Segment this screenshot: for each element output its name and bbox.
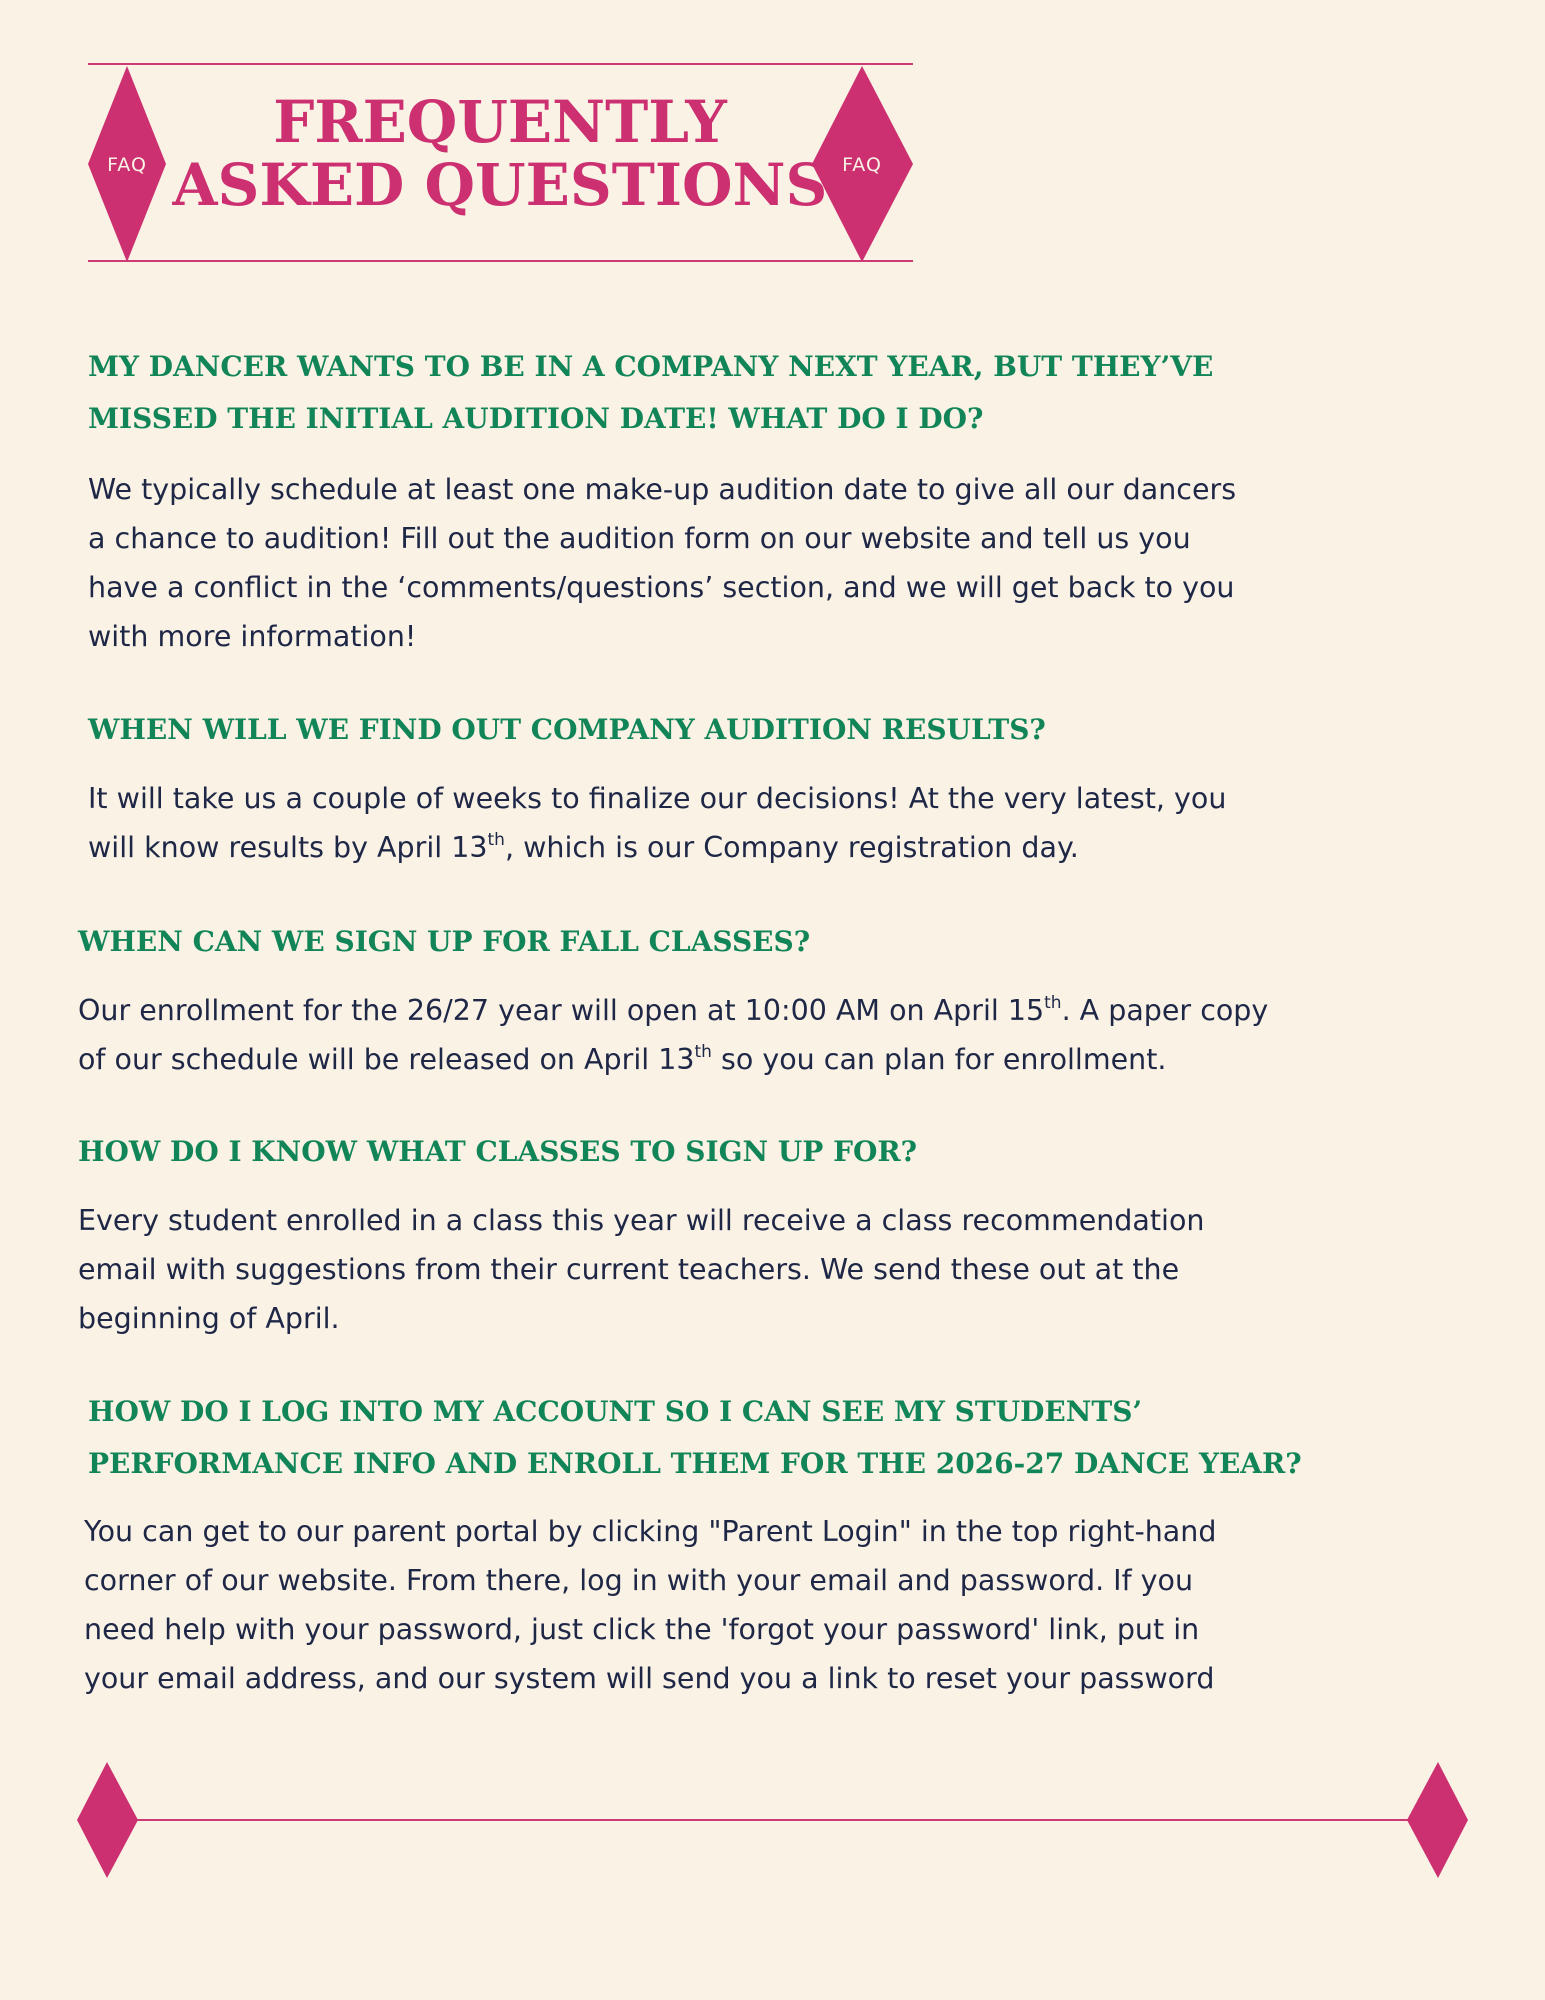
- faq-answer: [88, 774, 1226, 872]
- question-line: MY DANCER WANTS TO BE IN A COMPANY NEXT YEAR, BUT THEY’VE: [88, 350, 1214, 383]
- faq-question: [88, 704, 1046, 756]
- faq-answer: [78, 986, 1268, 1084]
- question-line: HOW DO I LOG INTO MY ACCOUNT SO I CAN SEE MY STUDENTS’: [88, 1395, 1143, 1428]
- answer-line: beginning of April.: [78, 1302, 340, 1335]
- faq-answer: [78, 1196, 1204, 1343]
- answer-line: Our enrollment for the 26/27 year will open at 10:00 AM on April 15th. A paper copy: [78, 993, 1269, 1027]
- question-line: PERFORMANCE INFO AND ENROLL THEM FOR THE 2026-27 DANCE YEAR?: [88, 1447, 1302, 1480]
- diamond-footer-right-icon: [1407, 1762, 1468, 1878]
- answer-line: It will take us a couple of weeks to finalize our decisions! At the very latest, you: [88, 782, 1227, 815]
- faq-question: [78, 916, 810, 968]
- faq-answer: [84, 1507, 1216, 1703]
- answer-line: email with suggestions from their current teachers. We send these out at the: [78, 1253, 1180, 1286]
- answer-line: a chance to audition! Fill out the audition form on our website and tell us you: [88, 522, 1191, 555]
- page-title-line2: ASKED QUESTIONS: [172, 151, 828, 219]
- answer-line: of our schedule will be released on April 13th so you can plan for enrollment.: [78, 1042, 1167, 1076]
- diamond-footer-left-icon: [77, 1762, 138, 1878]
- page-title-line1: FREQUENTLY: [273, 88, 727, 156]
- faq-badge-right: FAQ: [842, 154, 882, 176]
- header-bottom-rule: [88, 260, 913, 262]
- answer-line: will know results by April 13th, which is our Company registration day.: [88, 830, 1079, 864]
- answer-line: need help with your password, just click the 'forgot your password' link, put in: [84, 1613, 1200, 1646]
- answer-line: Every student enrolled in a class this year will receive a class recommendation: [78, 1204, 1205, 1237]
- answer-line: your email address, and our system will send you a link to reset your password: [84, 1662, 1215, 1695]
- question-line: MISSED THE INITIAL AUDITION DATE! WHAT DO I DO?: [88, 402, 984, 435]
- question-line: HOW DO I KNOW WHAT CLASSES TO SIGN UP FOR?: [78, 1135, 918, 1168]
- faq-answer: [88, 465, 1236, 661]
- answer-line: corner of our website. From there, log in with your email and password. If you: [84, 1564, 1194, 1597]
- faq-question: [78, 1126, 917, 1178]
- header-top-rule: [88, 63, 913, 65]
- answer-line: You can get to our parent portal by clicking "Parent Login" in the top right-hand: [84, 1515, 1217, 1548]
- footer-rule: [130, 1819, 1415, 1821]
- answer-line: have a conflict in the ‘comments/questions’ section, and we will get back to you: [88, 571, 1235, 604]
- answer-line: We typically schedule at least one make-up audition date to give all our dancers: [88, 473, 1237, 506]
- faq-question: [88, 341, 1213, 445]
- question-line: WHEN CAN WE SIGN UP FOR FALL CLASSES?: [78, 925, 811, 958]
- faq-badge-left: FAQ: [107, 154, 147, 176]
- answer-line: with more information!: [88, 620, 417, 653]
- question-line: WHEN WILL WE FIND OUT COMPANY AUDITION RESULTS?: [88, 713, 1046, 746]
- faq-question: [88, 1386, 1302, 1490]
